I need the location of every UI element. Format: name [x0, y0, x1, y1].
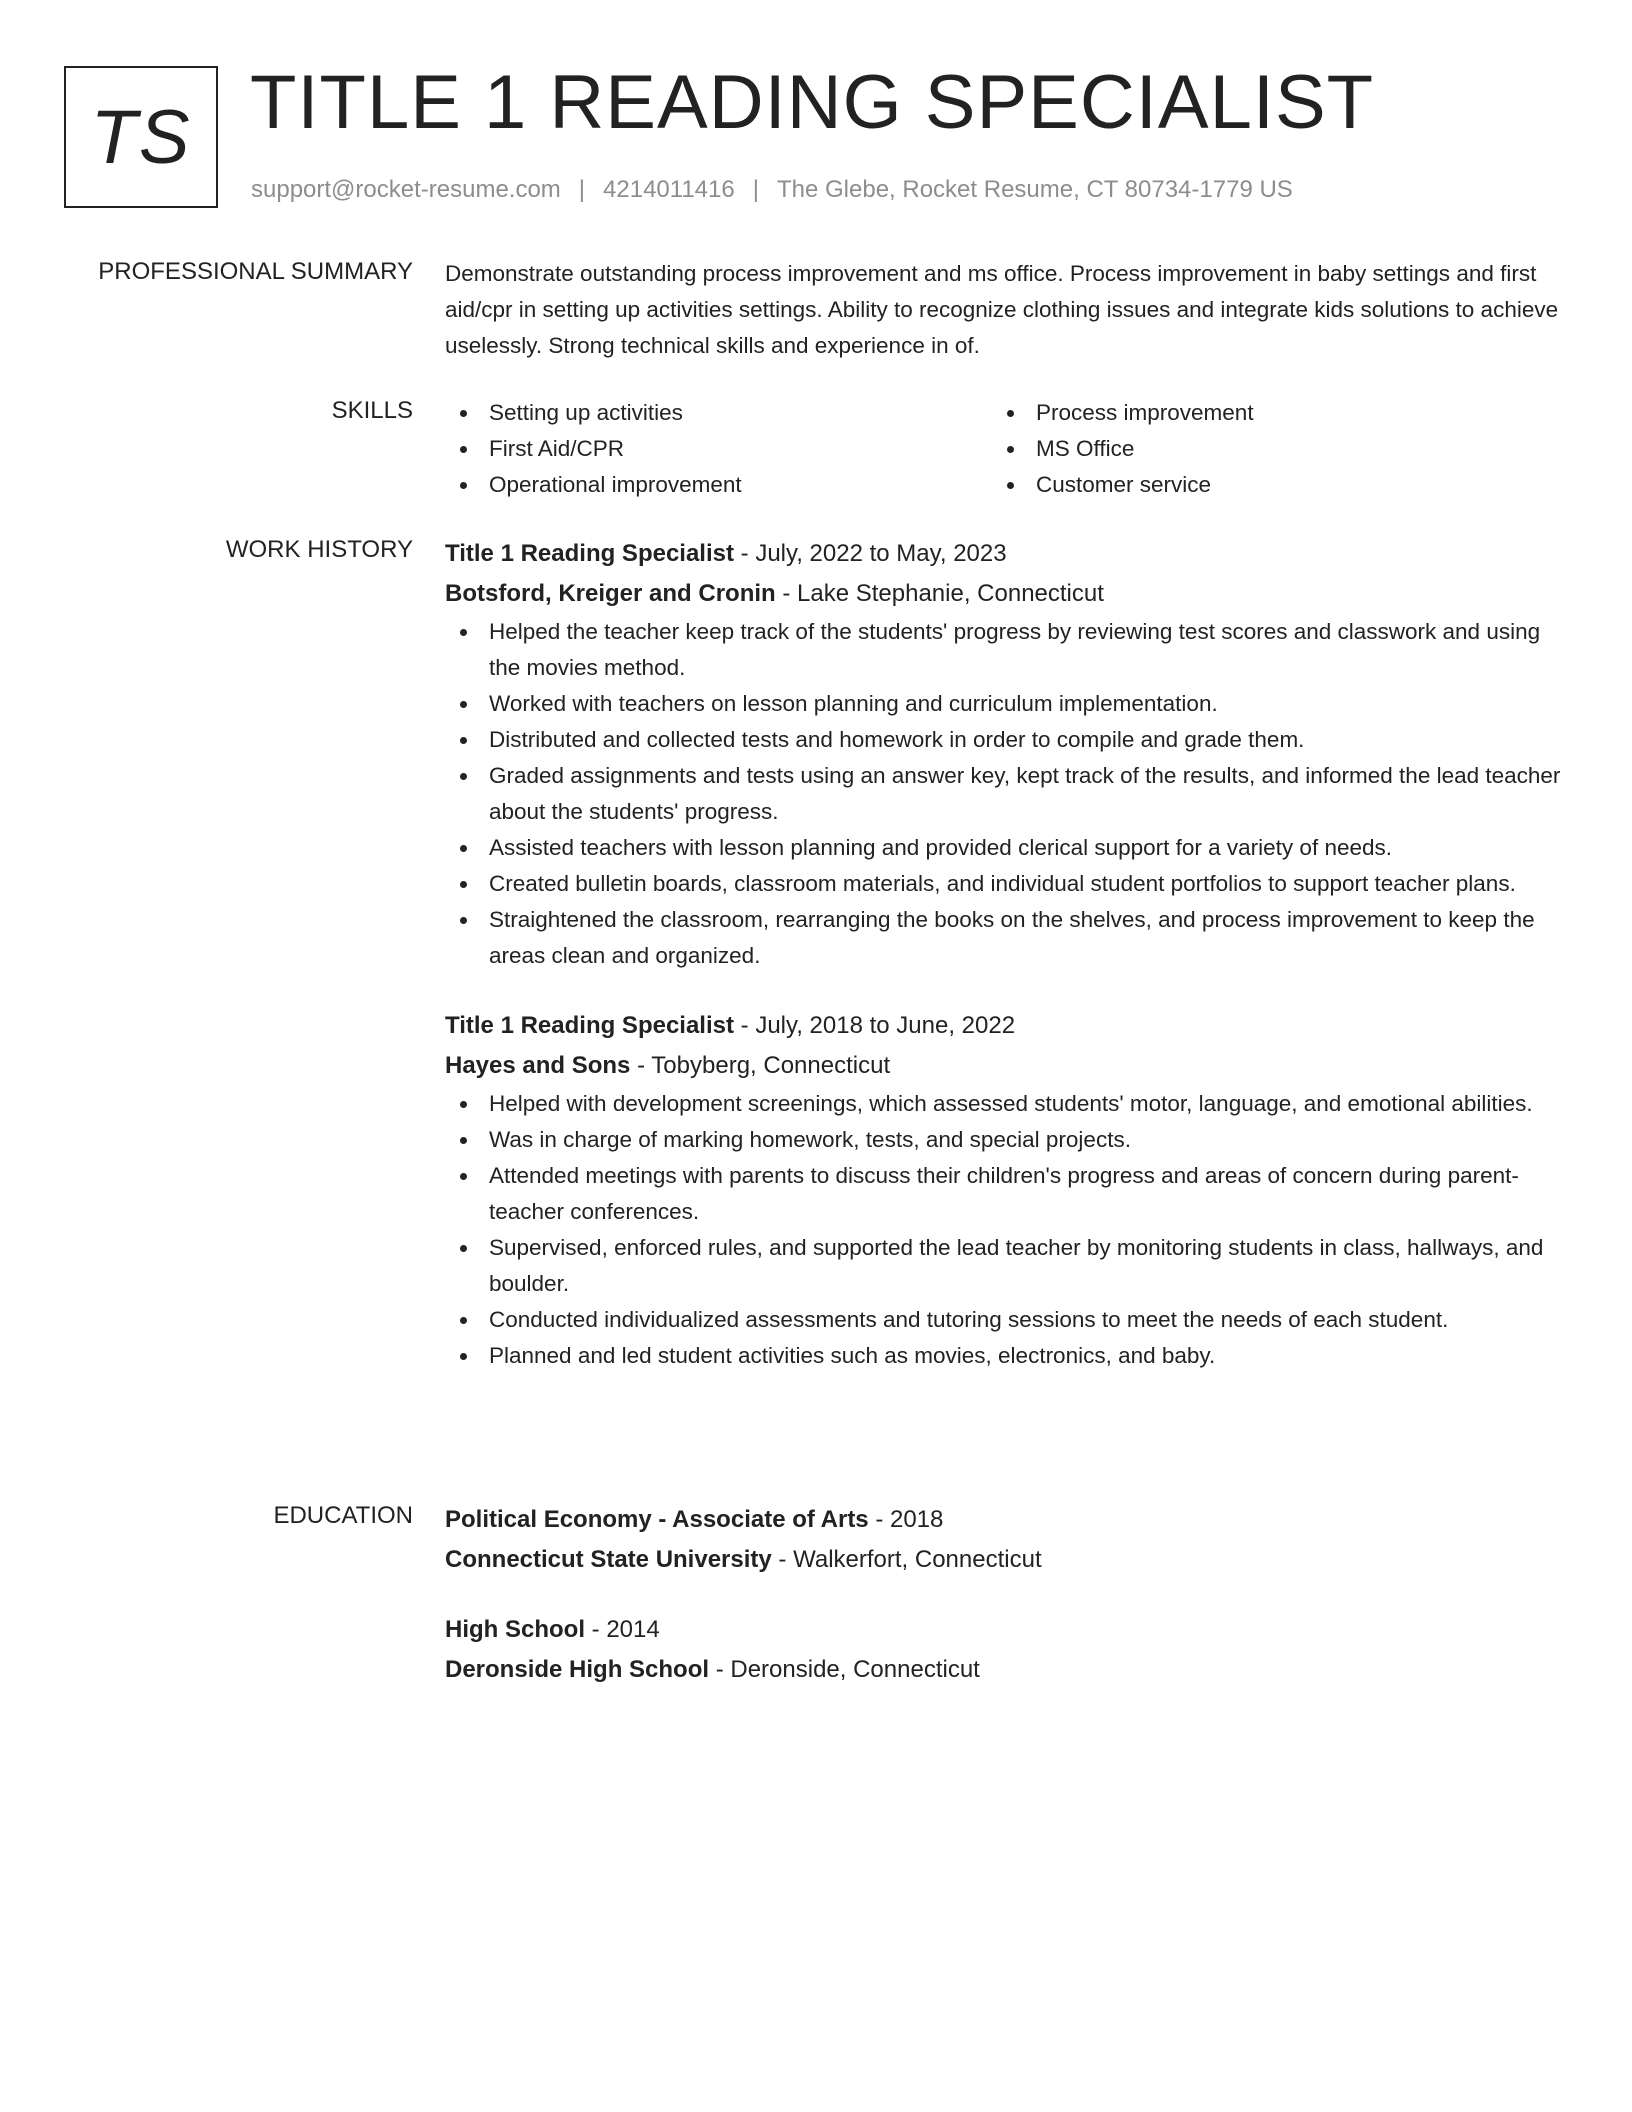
job-location: - Lake Stephanie, Connecticut [782, 580, 1104, 607]
job-dates: - July, 2018 to June, 2022 [740, 1012, 1016, 1039]
education-location: - Deronside, Connecticut [715, 1656, 980, 1683]
education-degree-line [445, 1610, 1565, 1650]
job-entry [445, 534, 1565, 974]
education-location: - Walkerfort, Connecticut [778, 1546, 1042, 1573]
list-item: Attended meetings with parents to discuss their children's progress and areas of concern during parent-teacher conferences. [445, 1158, 1565, 1230]
job-title-line [445, 534, 1565, 574]
job-entry [445, 1006, 1565, 1374]
job-title: Title 1 Reading Specialist [445, 540, 734, 567]
list-item: Planned and led student activities such as movies, electronics, and baby. [445, 1338, 1565, 1374]
list-item: Assisted teachers with lesson planning and provided clerical support for a variety of needs. [445, 830, 1565, 866]
contact-email[interactable]: support@rocket-resume.com [251, 176, 561, 203]
job-location: - Tobyberg, Connecticut [637, 1052, 891, 1079]
education-school-line [445, 1540, 1565, 1580]
summary-text: Demonstrate outstanding process improvement and ms office. Process improvement in baby settings and first aid/cpr in setting up activities settings. Ability to recognize clothing issues and integrate kids solutions to achieve uselessly. Strong technical skills and experience in of. [445, 261, 1559, 358]
skills-list-right [992, 395, 1539, 503]
list-item: Helped with development screenings, which assessed students' motor, language, and emotional abilities. [445, 1086, 1565, 1122]
skill-item: Operational improvement [445, 467, 992, 503]
list-item: Worked with teachers on lesson planning and curriculum implementation. [445, 686, 1565, 722]
skill-item: First Aid/CPR [445, 431, 992, 467]
job-company: Hayes and Sons [445, 1052, 631, 1079]
education-degree-line [445, 1500, 1565, 1540]
job-title-line [445, 1006, 1565, 1046]
contact-separator: | [752, 176, 759, 203]
section-heading: EDUCATION [273, 1502, 413, 1529]
section-heading: PROFESSIONAL SUMMARY [98, 258, 413, 285]
education-school-line [445, 1650, 1565, 1690]
list-item: Created bulletin boards, classroom materials, and individual student portfolios to support teacher plans. [445, 866, 1565, 902]
job-company-line [445, 1046, 1565, 1086]
section-heading: SKILLS [331, 397, 413, 424]
education-entry [445, 1610, 1565, 1690]
job-dates: - July, 2022 to May, 2023 [740, 540, 1007, 567]
job-company: Botsford, Kreiger and Cronin [445, 580, 776, 607]
contact-phone[interactable]: 4214011416 [603, 176, 735, 203]
monogram-box [64, 66, 218, 208]
section-heading: WORK HISTORY [225, 536, 413, 563]
education-year: - 2014 [591, 1616, 660, 1643]
education-year: - 2018 [875, 1506, 944, 1533]
contact-address: The Glebe, Rocket Resume, CT 80734-1779 US [776, 176, 1293, 203]
job-company-line [445, 574, 1565, 614]
skill-item: Customer service [992, 467, 1539, 503]
list-item: Graded assignments and tests using an answer key, kept track of the results, and informed the lead teacher about the students' progress. [445, 758, 1565, 830]
list-item: Distributed and collected tests and homework in order to compile and grade them. [445, 722, 1565, 758]
skill-item: MS Office [992, 431, 1539, 467]
contact-separator: | [578, 176, 586, 203]
job-title: Title 1 Reading Specialist [445, 1012, 734, 1039]
education-entry [445, 1500, 1565, 1580]
page-title: TITLE 1 READING SPECIALIST [250, 60, 1375, 145]
education-degree: High School [445, 1616, 585, 1643]
skill-item: Setting up activities [445, 395, 992, 431]
list-item: Conducted individualized assessments and tutoring sessions to meet the needs of each student. [445, 1302, 1565, 1338]
education-school: Connecticut State University [445, 1546, 772, 1573]
contact-line [251, 174, 1293, 206]
list-item: Helped the teacher keep track of the students' progress by reviewing test scores and classwork and using the movies method. [445, 614, 1565, 686]
list-item: Was in charge of marking homework, tests, and special projects. [445, 1122, 1565, 1158]
job-bullets [445, 614, 1565, 974]
skill-item: Process improvement [992, 395, 1539, 431]
job-bullets [445, 1086, 1565, 1374]
education-degree: Political Economy - Associate of Arts [445, 1506, 869, 1533]
list-item: Straightened the classroom, rearranging the books on the shelves, and process improvement to keep the areas clean and organized. [445, 902, 1565, 974]
education-school: Deronside High School [445, 1656, 710, 1683]
monogram-initials: TS [90, 94, 192, 180]
list-item: Supervised, enforced rules, and supported the lead teacher by monitoring students in class, hallways, and boulder. [445, 1230, 1565, 1302]
skills-list-left [445, 395, 992, 503]
